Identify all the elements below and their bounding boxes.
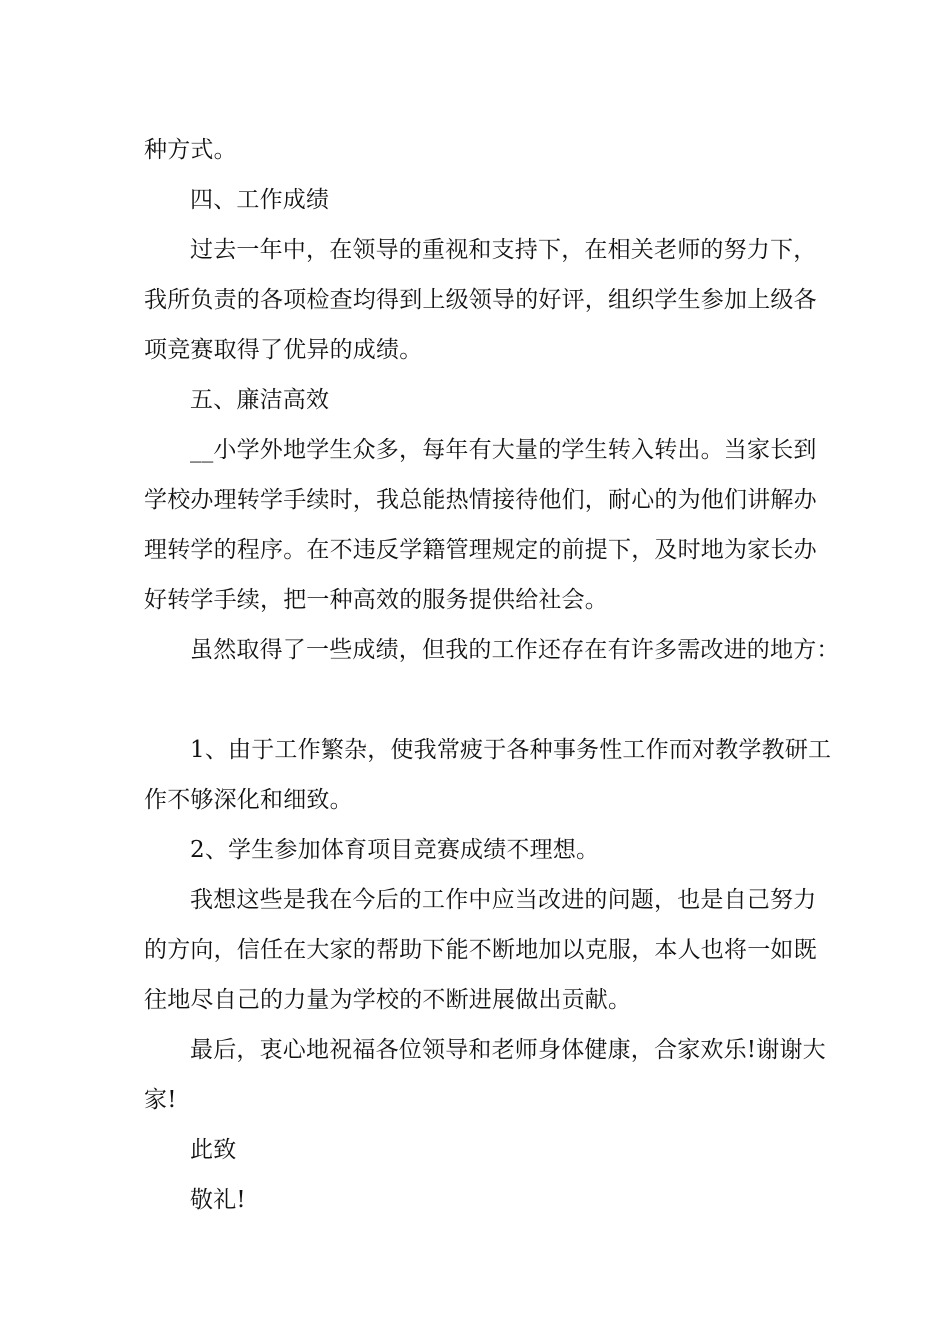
text-line: __小学外地学生众多，每年有大量的学生转入转出。当家长到 xyxy=(190,437,817,463)
section-heading-achievements: 四、工作成绩 xyxy=(190,187,330,213)
text-line: 种方式。 xyxy=(144,137,237,163)
text-line: 好转学手续，把一种高效的服务提供给社会。 xyxy=(144,587,608,613)
closing-regards: 敬礼! xyxy=(190,1187,246,1213)
text-line: 往地尽自己的力量为学校的不断进展做出贡献。 xyxy=(144,987,632,1013)
list-item-2: 2、学生参加体育项目竞赛成绩不理想。 xyxy=(190,837,600,863)
text-line: 学校办理转学手续时，我总能热情接待他们，耐心的为他们讲解办 xyxy=(144,487,817,513)
text-line: 我所负责的各项检查均得到上级领导的好评，组织学生参加上级各 xyxy=(144,287,817,313)
list-item-1: 1、由于工作繁杂，使我常疲于各种事务性工作而对教学教研工 xyxy=(190,737,832,763)
text-line: 理转学的程序。在不违反学籍管理规定的前提下，及时地为家长办 xyxy=(144,537,817,563)
section-heading-integrity: 五、廉洁高效 xyxy=(190,387,330,413)
text-line: 过去一年中，在领导的重视和支持下，在相关老师的努力下， xyxy=(190,237,817,263)
text-line: 最后，衷心地祝福各位领导和老师身体健康，合家欢乐!谢谢大 xyxy=(190,1037,826,1063)
text-line: 作不够深化和细致。 xyxy=(144,787,353,813)
text-line: 项竞赛取得了优异的成绩。 xyxy=(144,337,423,363)
text-line: 的方向，信任在大家的帮助下能不断地加以克服，本人也将一如既 xyxy=(144,937,817,963)
text-line: 我想这些是我在今后的工作中应当改进的问题，也是自己努力 xyxy=(190,887,817,913)
text-line: 家! xyxy=(144,1087,177,1113)
text-line: 虽然取得了一些成绩，但我的工作还存在有许多需改进的地方： xyxy=(190,637,840,663)
closing-salutation: 此致 xyxy=(190,1137,237,1163)
